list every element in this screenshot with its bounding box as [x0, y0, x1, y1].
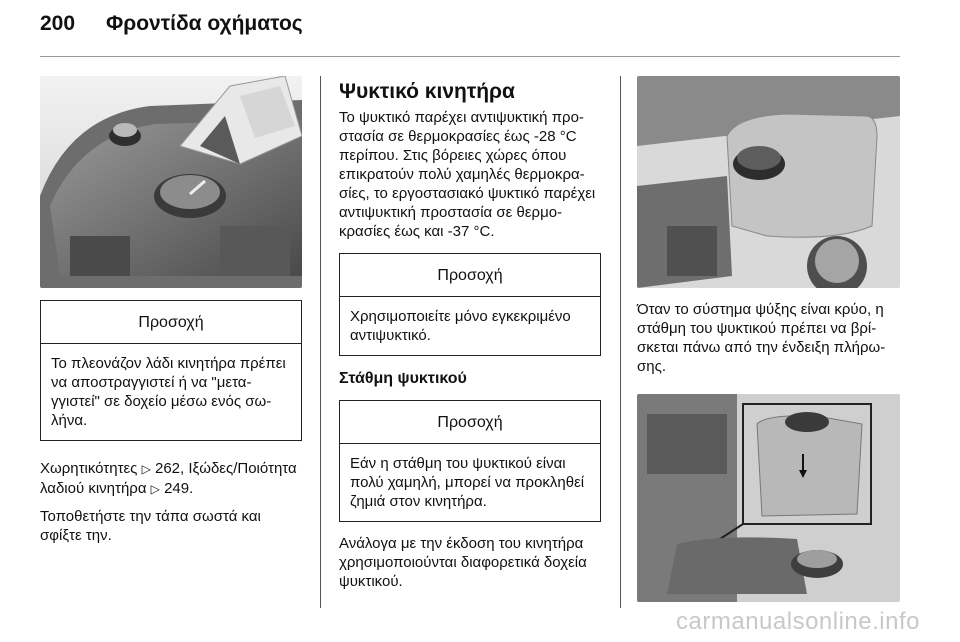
- watermark: carmanualsonline.info: [676, 608, 920, 635]
- coolant-outro: Ανάλογα με την έκδοση του κινητήρα χρησιμοποιούνται διαφορετικά δοχεία ψυκτικού.: [339, 535, 587, 590]
- caution-heading: Προσοχή: [340, 401, 600, 444]
- caution-heading: Προσοχή: [340, 254, 600, 297]
- engine-oil-filling-illustration: [40, 76, 302, 288]
- capacities-text: , Ιξώδες/Ποιότητα λαδιού κινητήρα: [40, 460, 297, 497]
- page-reference[interactable]: 249: [164, 480, 190, 497]
- caution-box: [40, 300, 302, 441]
- capacities-text: Χωρητικότητες: [40, 460, 138, 477]
- middle-column: [339, 80, 601, 591]
- capacities-paragraph: [40, 459, 302, 499]
- caution-text: Εάν η στάθμη του ψυκτικού είναι πολύ χαμηλή, μπορεί να προκληθεί ζημιά στον κινητήρα.: [350, 455, 585, 510]
- subsection-title: Στάθμη ψυκτικού: [339, 370, 467, 387]
- page-title: Φροντίδα οχήματος: [106, 12, 303, 35]
- page-header: [40, 12, 303, 44]
- header-rule: [40, 56, 900, 57]
- caution-text: Χρησιμοποιείτε μόνο εγκεκριμένο αντιψυκτικό.: [350, 308, 571, 344]
- capacities-text: .: [189, 480, 194, 497]
- page-reference[interactable]: 262: [154, 460, 181, 477]
- right-column: [637, 76, 900, 602]
- caution-box: [339, 400, 601, 522]
- arrow-icon: ▷: [141, 462, 151, 476]
- column-divider: [320, 76, 321, 608]
- caution-heading: Προσοχή: [41, 301, 301, 344]
- coolant-level-text: Όταν το σύστημα ψύξης είναι κρύο, η στάθμη του ψυκτικού πρέπει να βρίσκεται πάνω από την ένδειξη πλήρωσης.: [637, 301, 886, 375]
- left-column: [40, 76, 302, 545]
- page-number: 200: [40, 12, 76, 35]
- caution-text: Το πλεονάζον λάδι κινητήρα πρέπει να αποστραγγιστεί ή να "μεταγγιστεί" σε δοχείο μέσω ενός σωλήνα.: [51, 355, 286, 429]
- section-title: Ψυκτικό κινητήρα: [339, 80, 515, 103]
- arrow-icon: ▷: [150, 482, 160, 496]
- cap-instruction: Τοποθετήστε την τάπα σωστά και σφίξτε την.: [40, 508, 261, 544]
- coolant-reservoir-illustration: [637, 76, 900, 288]
- column-divider: [620, 76, 621, 608]
- coolant-intro: Το ψυκτικό παρέχει αντιψυκτική προστασία σε θερμοκρασίες έως -28 °C περίπου. Στις βόρειες χώρες όπου επικρατούν πολύ χαμηλές θερμοκρασίες, το εργοστασιακό ψυκτικό παρέχει αντιψυκτική προστασία σε θερμοκρασίες έως και -37 °C.: [339, 109, 596, 240]
- coolant-level-mark-illustration: [637, 394, 900, 602]
- caution-box: [339, 253, 601, 356]
